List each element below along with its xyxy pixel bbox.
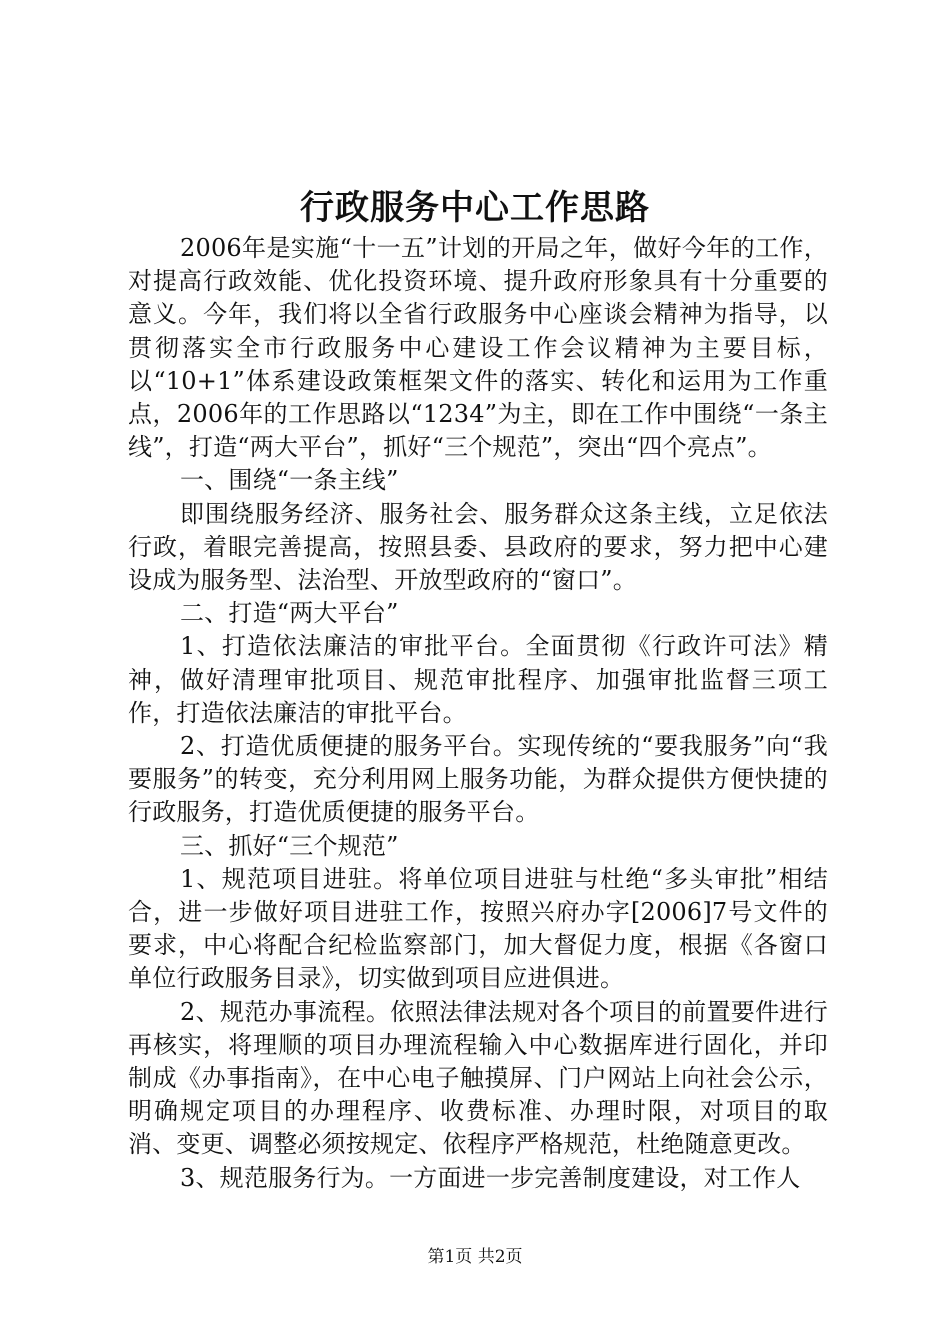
paragraph-section-3-item-2: 2、规范办事流程。依照法律法规对各个项目的前置要件进行再核实，将理顺的项目办理流程输入中心数据库进行固化，并印制成《办事指南》，在中心电子触摸屏、门户网站上向社会公示，明确规定项目的办理程序、收费标准、办理时限，对项目的取消、变更、调整必须按规定、依程序严格规范，杜绝随意更改。 [128,997,828,1159]
section-heading-1: 一、围绕“一条主线” [180,466,399,495]
paragraph-section-3-item-1: 1、规范项目进驻。将单位项目进驻与杜绝“多头审批”相结合，进一步做好项目进驻工作，按照兴府办字[2006]7号文件的要求，中心将配合纪检监察部门，加大督促力度，根据《各窗口单位行政服务目录》，切实做到项目应进俱进。 [128,864,828,993]
section-heading-3: 三、抓好“三个规范” [180,831,399,860]
paragraph-section-2-item-2: 2、打造优质便捷的服务平台。实现传统的“要我服务”向“我要服务”的转变，充分利用网上服务功能，为群众提供方便快捷的行政服务，打造优质便捷的服务平台。 [128,732,828,827]
paragraph-section-1: 即围绕服务经济、服务社会、服务群众这条主线，立足依法行政，着眼完善提高，按照县委、县政府的要求，努力把中心建设成为服务型、法治型、开放型政府的“窗口”。 [128,499,828,595]
document-body [128,232,828,1195]
paragraph-section-3-item-3: 3、规范服务行为。一方面进一步完善制度建设，对工作人 [180,1163,801,1192]
page-footer: 第1页 共2页 [427,1247,523,1267]
paragraph-intro: 2006年是实施“十一五”计划的开局之年，做好今年的工作，对提高行政效能、优化投资环境、提升政府形象具有十分重要的意义。今年，我们将以全省行政服务中心座谈会精神为指导，以贯彻落实全市行政服务中心建设工作会议精神为主要目标，以“10+1”体系建设政策框架文件的落实、转化和运用为工作重点，2006年的工作思路以“1234”为主，即在工作中围绕“一条主线”，打造“两大平台”，抓好“三个规范”，突出“四个亮点”。 [128,234,828,462]
paragraph-section-2-item-1: 1、打造依法廉洁的审批平台。全面贯彻《行政许可法》精神，做好清理审批项目、规范审批程序、加强审批监督三项工作，打造依法廉洁的审批平台。 [128,632,828,727]
document-title: 行政服务中心工作思路 [300,188,650,228]
section-heading-2: 二、打造“两大平台” [180,599,399,628]
